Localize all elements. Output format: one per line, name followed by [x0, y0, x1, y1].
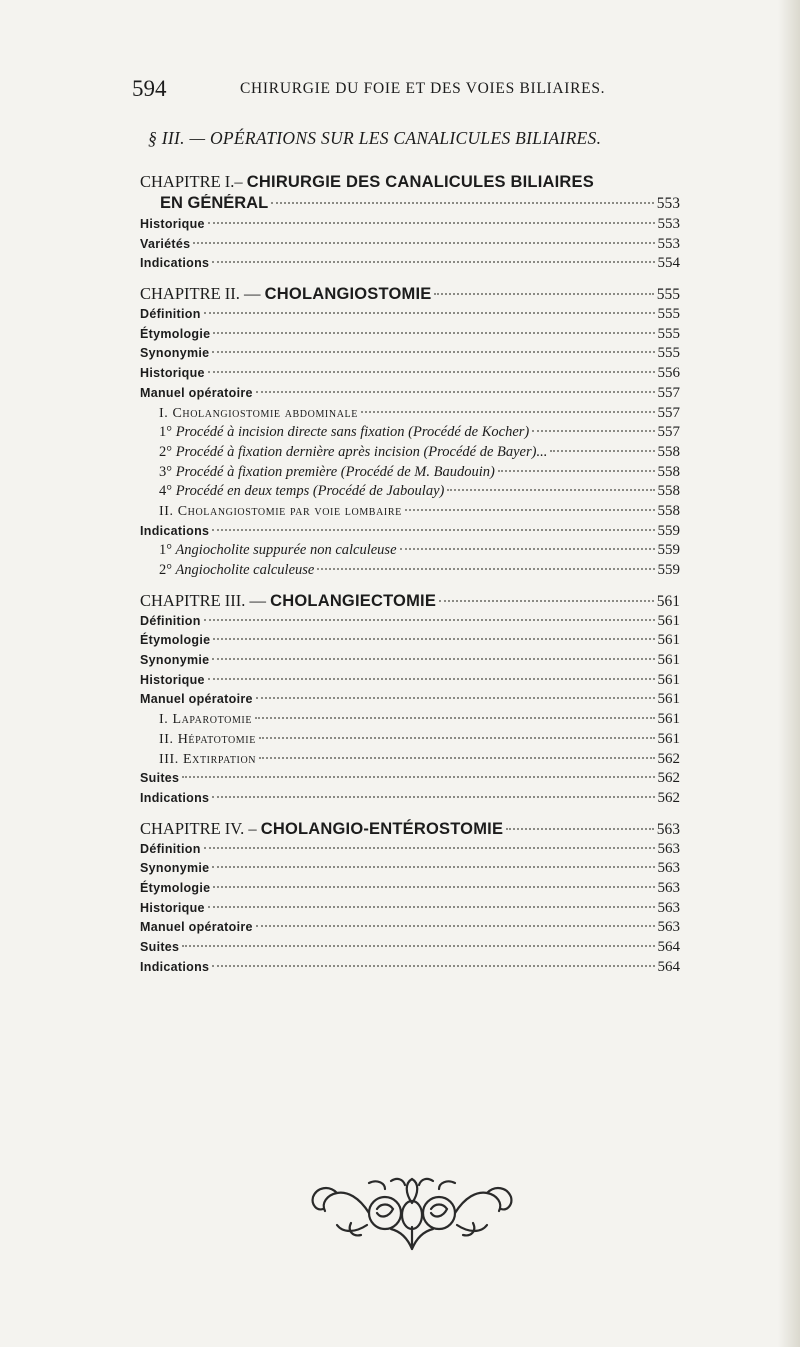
page-ref: 561	[656, 592, 680, 610]
leader-dots	[204, 312, 655, 314]
entry-text: Indications	[140, 959, 210, 974]
toc-entry	[140, 880, 680, 900]
page-ref: 559	[657, 522, 680, 539]
toc-entry-label	[140, 346, 209, 360]
entry-text: I. Cholangiostomie abdominale	[159, 405, 358, 421]
toc-entry	[140, 691, 680, 711]
toc-entry	[140, 632, 680, 652]
page-ref: 561	[657, 691, 680, 708]
page-ref: 561	[657, 671, 680, 688]
entry-text: Manuel opératoire	[140, 692, 253, 707]
leader-dots	[271, 202, 654, 204]
toc-entry	[140, 841, 680, 861]
toc-entry-label	[140, 217, 205, 231]
leader-dots	[182, 776, 654, 778]
toc-entry	[140, 444, 680, 464]
page-ref: 557	[657, 424, 680, 441]
chapter-heading-label	[140, 591, 436, 611]
toc-entry-label	[140, 542, 397, 559]
entry-text: Angiocholite calculeuse	[175, 562, 315, 578]
toc-entry	[140, 790, 680, 810]
page-ref: 561	[657, 612, 680, 629]
toc-entry-label	[140, 752, 256, 768]
toc-entry-label	[140, 732, 256, 748]
entry-ordinal: 2°	[159, 443, 173, 460]
chapter-heading	[140, 819, 680, 841]
entry-text: Historique	[140, 366, 205, 381]
page-ref: 563	[656, 820, 680, 838]
leader-dots	[256, 925, 655, 927]
toc-entry-label	[140, 256, 209, 270]
chapter-heading	[140, 284, 680, 306]
leader-dots	[447, 489, 654, 491]
leader-dots	[434, 293, 653, 295]
running-head	[132, 76, 652, 106]
page-edge-shadow	[778, 0, 800, 1347]
chapter-heading-label	[140, 819, 503, 839]
toc-entry	[140, 919, 680, 939]
chapter-title: CHOLANGIECTOMIE	[270, 591, 437, 610]
toc-entry-label	[140, 237, 190, 251]
page-ref: 558	[657, 443, 680, 460]
page-ref: 563	[657, 919, 680, 936]
entry-ordinal: 2°	[159, 562, 173, 578]
entry-text: Manuel opératoire	[140, 920, 253, 935]
chapter-heading-label	[140, 172, 594, 192]
toc-entry	[140, 652, 680, 672]
toc-entry-label	[140, 791, 209, 805]
toc-entry-label	[140, 901, 205, 915]
page-ref: 562	[657, 750, 680, 767]
entry-text: Synonymie	[140, 653, 210, 668]
toc-entry	[140, 503, 680, 523]
toc-entry-label	[140, 940, 179, 954]
page-ref: 559	[657, 542, 680, 559]
entry-text: Indications	[140, 790, 210, 805]
leader-dots	[212, 796, 654, 798]
leader-dots	[361, 411, 655, 413]
entry-text: Synonymie	[140, 346, 210, 361]
chapter-block	[140, 591, 680, 810]
leader-dots	[256, 697, 655, 699]
toc-entry	[140, 345, 680, 365]
chapter-title: CHOLANGIOSTOMIE	[264, 285, 432, 304]
chapter-title-line2: EN GÉNÉRAL	[160, 194, 269, 212]
page-ref: 558	[657, 502, 680, 519]
leader-dots	[182, 945, 654, 947]
page-ref: 555	[656, 286, 680, 304]
entry-text: Variétés	[140, 236, 191, 251]
toc-entry-label	[140, 771, 179, 785]
page-ref: 556	[657, 365, 680, 382]
page-ref: 561	[657, 632, 680, 649]
leader-dots	[317, 568, 654, 570]
toc-entry-label	[140, 692, 253, 706]
toc-entry	[140, 306, 680, 326]
entry-text: II. Hépatotomie	[159, 731, 256, 747]
leader-dots	[213, 332, 654, 334]
entry-text: I. Laparotomie	[159, 712, 253, 728]
entry-ordinal: 1°	[159, 424, 173, 441]
toc-entry	[140, 255, 680, 275]
page-ref: 562	[657, 789, 680, 806]
toc-entry-label	[140, 861, 209, 875]
leader-dots	[212, 866, 654, 868]
leader-dots	[256, 391, 655, 393]
chapter-heading-continued	[140, 194, 680, 216]
entry-text: Suites	[140, 771, 180, 786]
page-ref: 563	[657, 899, 680, 916]
toc-entry	[140, 751, 680, 771]
toc-entry-label	[140, 424, 529, 441]
floral-tailpiece-ornament-icon	[307, 1175, 517, 1253]
page-ref: 555	[657, 306, 680, 323]
toc-entry	[140, 405, 680, 425]
toc-entry-label	[140, 483, 444, 500]
chapter-block	[140, 819, 680, 979]
toc-entry	[140, 731, 680, 751]
leader-dots	[259, 737, 655, 739]
toc-entry-label	[140, 653, 209, 667]
toc-entry-label	[140, 712, 252, 728]
toc-entry-label	[140, 562, 314, 579]
toc-entry-label	[140, 960, 209, 974]
entry-text: Manuel opératoire	[140, 385, 253, 400]
toc-entry-label	[140, 386, 253, 400]
entry-text: Étymologie	[140, 880, 211, 895]
entry-text: Définition	[140, 307, 201, 322]
entry-ordinal: 4°	[159, 483, 173, 500]
table-of-contents	[140, 172, 680, 987]
chapter-heading	[140, 172, 680, 194]
leader-dots	[532, 430, 654, 432]
entry-text: II. Cholangiostomie par voie lombaire	[159, 503, 402, 519]
leader-dots	[212, 529, 654, 531]
toc-entry-label	[140, 920, 253, 934]
entry-text: Suites	[140, 940, 180, 954]
toc-entry	[140, 365, 680, 385]
leader-dots	[208, 906, 655, 908]
toc-entry	[140, 216, 680, 236]
toc-entry	[140, 424, 680, 444]
chapter-block	[140, 172, 680, 275]
leader-dots	[208, 678, 655, 680]
entry-text: Étymologie	[140, 326, 211, 341]
leader-dots	[212, 261, 654, 263]
chapter-prefix: CHAPITRE III. —	[140, 590, 271, 610]
page-ref: 562	[657, 770, 680, 787]
chapter-prefix: CHAPITRE II. —	[140, 284, 265, 304]
toc-entry-label	[140, 327, 210, 341]
page-ref: 555	[657, 345, 680, 362]
page-ref: 555	[657, 325, 680, 342]
chapter-heading	[140, 591, 680, 613]
page-ref: 557	[657, 404, 680, 421]
page-ref: 553	[657, 216, 680, 232]
leader-dots	[439, 600, 654, 602]
toc-entry-label	[140, 524, 209, 538]
toc-entry-label	[140, 444, 547, 461]
toc-entry	[140, 711, 680, 731]
section-title: § III. — OPÉRATIONS SUR LES CANALICULES BILIAIRES.	[148, 128, 602, 148]
entry-text: Étymologie	[140, 633, 211, 648]
entry-text: III. Extirpation	[159, 751, 257, 767]
page-ref: 561	[657, 730, 680, 747]
running-title: CHIRURGIE DU FOIE ET DES VOIES BILIAIRES.	[240, 80, 606, 97]
chapter-heading-label	[140, 284, 431, 304]
chapter-block	[140, 284, 680, 582]
page-ref: 557	[657, 384, 680, 401]
toc-entry-label	[140, 307, 201, 321]
toc-entry	[140, 959, 680, 979]
leader-dots	[204, 619, 655, 621]
entry-ordinal: 3°	[159, 463, 173, 480]
toc-entry-label	[140, 504, 402, 520]
toc-entry-label	[140, 464, 495, 481]
toc-entry	[140, 385, 680, 405]
page-ref: 558	[657, 483, 680, 500]
leader-dots	[213, 638, 654, 640]
page-ref: 554	[657, 255, 680, 272]
leader-dots	[400, 548, 655, 550]
leader-dots	[208, 371, 655, 373]
toc-entry	[140, 770, 680, 790]
entry-text: Indications	[140, 523, 210, 538]
chapter-prefix: CHAPITRE I.–	[140, 172, 247, 191]
page-ref: 561	[657, 652, 680, 669]
page-ref: 564	[657, 958, 680, 975]
page-number: 594	[132, 76, 167, 101]
leader-dots	[213, 886, 654, 888]
toc-entry	[140, 672, 680, 692]
toc-entry	[140, 562, 680, 582]
leader-dots	[506, 828, 654, 830]
toc-entry	[140, 483, 680, 503]
leader-dots	[208, 222, 655, 224]
page-ref: 553	[656, 195, 680, 212]
leader-dots	[212, 658, 654, 660]
toc-entry	[140, 326, 680, 346]
toc-entry-label	[140, 633, 210, 647]
page-ref: 563	[657, 860, 680, 877]
leader-dots	[212, 965, 654, 967]
page-ref: 564	[657, 939, 680, 955]
leader-dots	[255, 717, 654, 719]
leader-dots	[204, 847, 655, 849]
leader-dots	[259, 757, 654, 759]
entry-ordinal: 1°	[159, 542, 173, 559]
toc-entry	[140, 939, 680, 959]
leader-dots	[193, 242, 654, 244]
page-ref: 558	[657, 463, 680, 480]
toc-entry-label	[140, 614, 201, 628]
page-ref: 563	[657, 840, 680, 857]
toc-entry-label	[140, 881, 210, 895]
page-ref: 559	[657, 562, 680, 578]
toc-entry	[140, 542, 680, 562]
page-ref: 553	[657, 235, 680, 252]
toc-entry-label	[140, 406, 358, 422]
leader-dots	[498, 470, 655, 472]
toc-entry	[140, 613, 680, 633]
entry-text: Historique	[140, 217, 205, 231]
entry-text: Procédé en deux temps (Procédé de Jaboulay)	[175, 483, 445, 500]
leader-dots	[405, 509, 655, 511]
toc-entry	[140, 900, 680, 920]
toc-entry-label	[140, 366, 205, 380]
entry-text: Procédé à fixation première (Procédé de M. Baudouin)	[175, 463, 495, 480]
entry-text: Angiocholite suppurée non calculeuse	[175, 542, 397, 559]
toc-entry	[140, 523, 680, 543]
chapter-title: CHOLANGIO-ENTÉROSTOMIE	[260, 819, 504, 838]
toc-entry	[140, 464, 680, 484]
chapter-prefix: CHAPITRE IV. –	[140, 818, 261, 838]
toc-entry	[140, 860, 680, 880]
page-ref: 563	[657, 879, 680, 896]
chapter-title: CHIRURGIE DES CANALICULES BILIAIRES	[246, 173, 594, 191]
entry-text: Historique	[140, 900, 205, 915]
entry-text: Historique	[140, 672, 205, 687]
entry-text: Procédé à fixation dernière après incision (Procédé de Bayer)...	[175, 443, 548, 460]
leader-dots	[212, 351, 654, 353]
page-ref: 561	[657, 711, 680, 728]
entry-text: Synonymie	[140, 861, 210, 876]
leader-dots	[550, 450, 654, 452]
entry-text: Définition	[140, 841, 201, 856]
entry-text: Indications	[140, 256, 210, 271]
toc-entry-label	[140, 842, 201, 856]
toc-entry	[140, 236, 680, 256]
toc-entry-label	[140, 673, 205, 687]
entry-text: Définition	[140, 613, 201, 628]
entry-text: Procédé à incision directe sans fixation (Procédé de Kocher)	[175, 424, 530, 441]
